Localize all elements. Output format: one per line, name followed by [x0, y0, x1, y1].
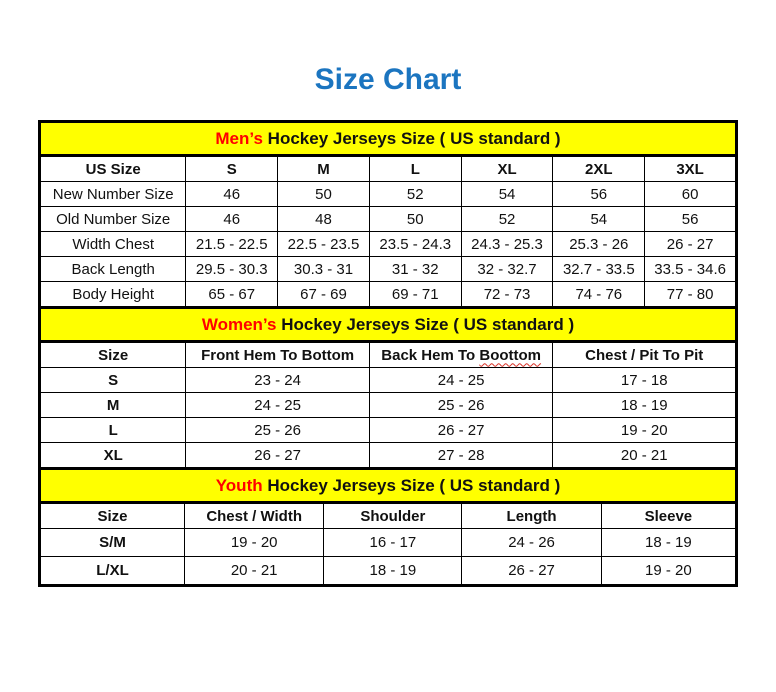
- table-cell: 74 - 76: [553, 282, 645, 308]
- table-cell: 24 - 26: [462, 529, 601, 557]
- row-label: M: [40, 393, 186, 418]
- column-header: Shoulder: [324, 503, 462, 529]
- table-row: [40, 418, 737, 443]
- row-label: L: [40, 418, 186, 443]
- mens-section-header-row: [40, 122, 737, 156]
- table-cell: 50: [278, 182, 370, 207]
- table-cell: 56: [645, 207, 737, 232]
- table-cell: 26 - 27: [369, 418, 553, 443]
- column-header: Size: [40, 503, 185, 529]
- table-cell: 60: [645, 182, 737, 207]
- table-cell: 31 - 32: [369, 257, 461, 282]
- mens-header-row: [40, 156, 737, 182]
- table-cell: 23.5 - 24.3: [369, 232, 461, 257]
- table-cell: 30.3 - 31: [278, 257, 370, 282]
- table-cell: 16 - 17: [324, 529, 462, 557]
- table-cell: 67 - 69: [278, 282, 370, 308]
- column-header: Chest / Width: [184, 503, 323, 529]
- table-row: [40, 368, 737, 393]
- column-header: US Size: [40, 156, 186, 182]
- table-cell: 27 - 28: [369, 443, 553, 469]
- mens-size-table: [38, 120, 738, 309]
- table-cell: 54: [461, 182, 553, 207]
- mens-section-title: [40, 122, 737, 156]
- table-cell: 20 - 21: [553, 443, 737, 469]
- table-cell: 65 - 67: [186, 282, 278, 308]
- section-highlight: Men’s: [215, 128, 263, 148]
- youth-section-title: [40, 469, 737, 503]
- section-title-text: Hockey Jerseys Size ( US standard ): [267, 475, 561, 495]
- table-row: [40, 557, 737, 586]
- table-cell: 21.5 - 22.5: [186, 232, 278, 257]
- table-cell: 18 - 19: [553, 393, 737, 418]
- column-header-back-hem: [369, 342, 553, 368]
- table-cell: 29.5 - 30.3: [186, 257, 278, 282]
- table-cell: 25 - 26: [369, 393, 553, 418]
- column-header: 3XL: [645, 156, 737, 182]
- table-cell: 69 - 71: [369, 282, 461, 308]
- table-cell: 33.5 - 34.6: [645, 257, 737, 282]
- table-cell: 19 - 20: [553, 418, 737, 443]
- table-cell: 18 - 19: [324, 557, 462, 586]
- table-cell: 52: [461, 207, 553, 232]
- table-row: [40, 257, 737, 282]
- table-row: [40, 232, 737, 257]
- table-cell: 26 - 27: [645, 232, 737, 257]
- misspelled-word: Boottom: [479, 346, 542, 364]
- table-row: [40, 443, 737, 469]
- section-title-text: Hockey Jerseys Size ( US standard ): [267, 128, 561, 148]
- table-cell: 25.3 - 26: [553, 232, 645, 257]
- womens-header-row: [40, 342, 737, 368]
- table-cell: 77 - 80: [645, 282, 737, 308]
- column-header: XL: [461, 156, 553, 182]
- table-cell: 23 - 24: [186, 368, 370, 393]
- row-label: S: [40, 368, 186, 393]
- table-cell: 52: [369, 182, 461, 207]
- row-label: Back Length: [40, 257, 186, 282]
- table-cell: 24 - 25: [369, 368, 553, 393]
- table-cell: 46: [186, 182, 278, 207]
- column-header: S: [186, 156, 278, 182]
- row-label: S/M: [40, 529, 185, 557]
- table-row: [40, 282, 737, 308]
- section-highlight: Youth: [215, 475, 263, 495]
- column-header: M: [278, 156, 370, 182]
- womens-section-header-row: [40, 308, 737, 342]
- table-cell: 54: [553, 207, 645, 232]
- table-row: [40, 529, 737, 557]
- table-cell: 32 - 32.7: [461, 257, 553, 282]
- table-cell: 22.5 - 23.5: [278, 232, 370, 257]
- row-label: Width Chest: [40, 232, 186, 257]
- table-cell: 25 - 26: [186, 418, 370, 443]
- table-cell: 19 - 20: [184, 529, 323, 557]
- page-title: Size Chart: [314, 63, 462, 96]
- table-row: [40, 207, 737, 232]
- column-header: Length: [462, 503, 601, 529]
- table-cell: 19 - 20: [601, 557, 736, 586]
- section-highlight: Women’s: [201, 314, 277, 334]
- table-cell: 24 - 25: [186, 393, 370, 418]
- size-chart: [0, 120, 776, 587]
- table-cell: 17 - 18: [553, 368, 737, 393]
- table-row: [40, 182, 737, 207]
- column-header: Size: [40, 342, 186, 368]
- column-header: Chest / Pit To Pit: [553, 342, 737, 368]
- column-header: L: [369, 156, 461, 182]
- table-cell: 24.3 - 25.3: [461, 232, 553, 257]
- womens-size-table: [38, 306, 738, 470]
- section-title-text: Hockey Jerseys Size ( US standard ): [281, 314, 575, 334]
- row-label: Old Number Size: [40, 207, 186, 232]
- table-cell: 26 - 27: [186, 443, 370, 469]
- row-label: New Number Size: [40, 182, 186, 207]
- table-cell: 20 - 21: [184, 557, 323, 586]
- table-cell: 50: [369, 207, 461, 232]
- header-text: Back Hem To: [381, 346, 476, 364]
- table-cell: 72 - 73: [461, 282, 553, 308]
- table-row: [40, 393, 737, 418]
- table-cell: 48: [278, 207, 370, 232]
- table-cell: 26 - 27: [462, 557, 601, 586]
- row-label: L/XL: [40, 557, 185, 586]
- table-cell: 32.7 - 33.5: [553, 257, 645, 282]
- youth-section-header-row: [40, 469, 737, 503]
- table-cell: 18 - 19: [601, 529, 736, 557]
- womens-section-title: [40, 308, 737, 342]
- column-header: Front Hem To Bottom: [186, 342, 370, 368]
- column-header: Sleeve: [601, 503, 736, 529]
- column-header: 2XL: [553, 156, 645, 182]
- youth-header-row: [40, 503, 737, 529]
- table-cell: 46: [186, 207, 278, 232]
- table-cell: 56: [553, 182, 645, 207]
- youth-size-table: [38, 467, 738, 587]
- row-label: XL: [40, 443, 186, 469]
- row-label: Body Height: [40, 282, 186, 308]
